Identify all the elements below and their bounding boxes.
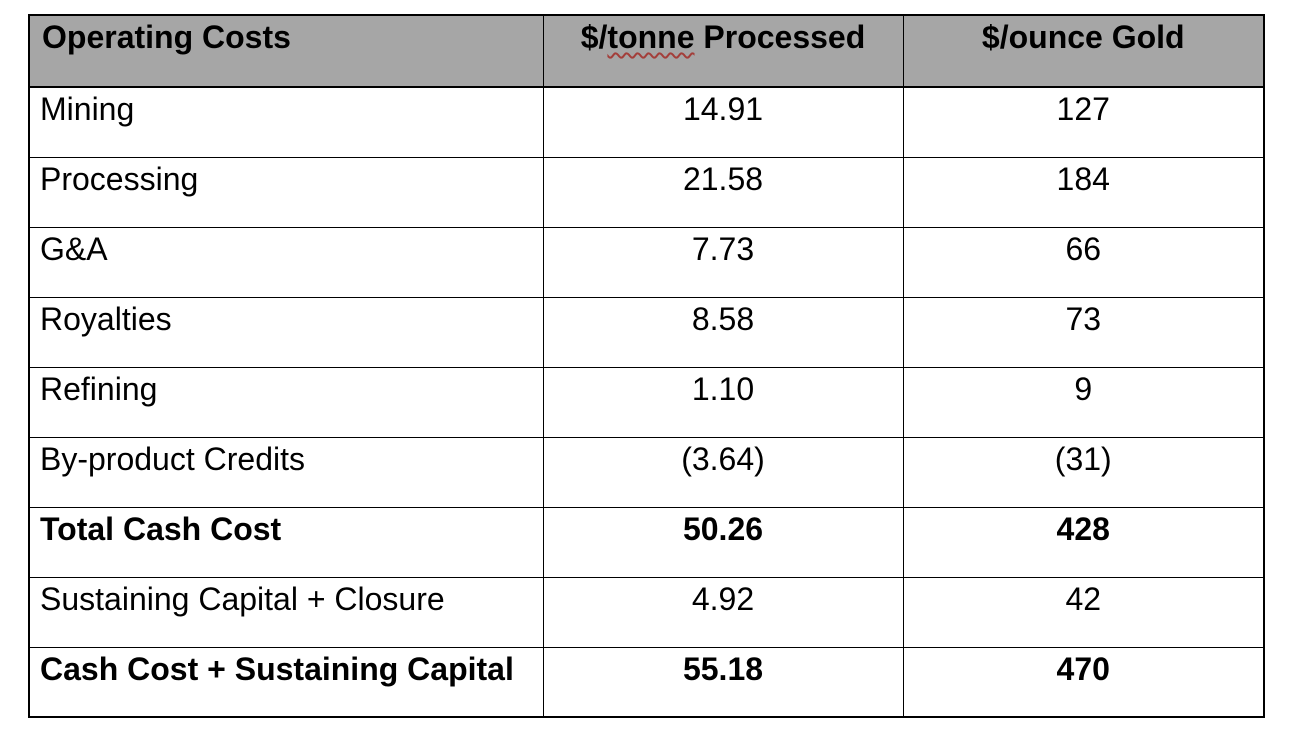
table-row-mining — [29, 87, 1264, 157]
header-row — [29, 15, 1264, 87]
column-header-per-tonne — [543, 15, 903, 87]
table-row-refining — [29, 367, 1264, 437]
per-ounce-value-cell: 470 — [903, 647, 1264, 717]
misspelled-word-tonne: tonne — [607, 19, 695, 55]
per-ounce-value-cell: 73 — [903, 297, 1264, 367]
table-row-cash-cost-sustaining-capital — [29, 647, 1264, 717]
per-tonne-value-cell: 1.10 — [543, 367, 903, 437]
table-row-royalties — [29, 297, 1264, 367]
row-label-cell: Cash Cost + Sustaining Capital — [29, 647, 543, 717]
table-row-byproduct-credits — [29, 437, 1264, 507]
row-label-cell: G&A — [29, 227, 543, 297]
per-ounce-value-cell: 42 — [903, 577, 1264, 647]
per-ounce-value-cell: 9 — [903, 367, 1264, 437]
row-label-cell: Mining — [29, 87, 543, 157]
per-ounce-value-cell: 428 — [903, 507, 1264, 577]
per-tonne-value-cell: 8.58 — [543, 297, 903, 367]
row-label-cell: Processing — [29, 157, 543, 227]
table-row-total-cash-cost — [29, 507, 1264, 577]
operating-costs-table — [28, 14, 1265, 718]
per-tonne-value-cell: 55.18 — [543, 647, 903, 717]
dollar-per-prefix: $/ — [580, 19, 608, 55]
row-label-cell: By-product Credits — [29, 437, 543, 507]
column-header-per-ounce: $/ounce Gold — [903, 15, 1264, 87]
per-ounce-value-cell: 127 — [903, 87, 1264, 157]
per-tonne-value-cell: 4.92 — [543, 577, 903, 647]
table-row-ga — [29, 227, 1264, 297]
table-row-sustaining-capital-closure — [29, 577, 1264, 647]
per-tonne-value-cell: 14.91 — [543, 87, 903, 157]
per-tonne-value-cell: 50.26 — [543, 507, 903, 577]
row-label-cell: Sustaining Capital + Closure — [29, 577, 543, 647]
per-tonne-value-cell: 7.73 — [543, 227, 903, 297]
row-label-cell: Refining — [29, 367, 543, 437]
per-ounce-value-cell: 184 — [903, 157, 1264, 227]
per-ounce-value-cell: (31) — [903, 437, 1264, 507]
row-label-cell: Total Cash Cost — [29, 507, 543, 577]
column-header-operating-costs: Operating Costs — [29, 15, 543, 87]
per-tonne-value-cell: (3.64) — [543, 437, 903, 507]
per-tonne-value-cell: 21.58 — [543, 157, 903, 227]
per-ounce-value-cell: 66 — [903, 227, 1264, 297]
header-per-tonne-suffix: Processed — [694, 19, 866, 55]
table-row-processing — [29, 157, 1264, 227]
row-label-cell: Royalties — [29, 297, 543, 367]
